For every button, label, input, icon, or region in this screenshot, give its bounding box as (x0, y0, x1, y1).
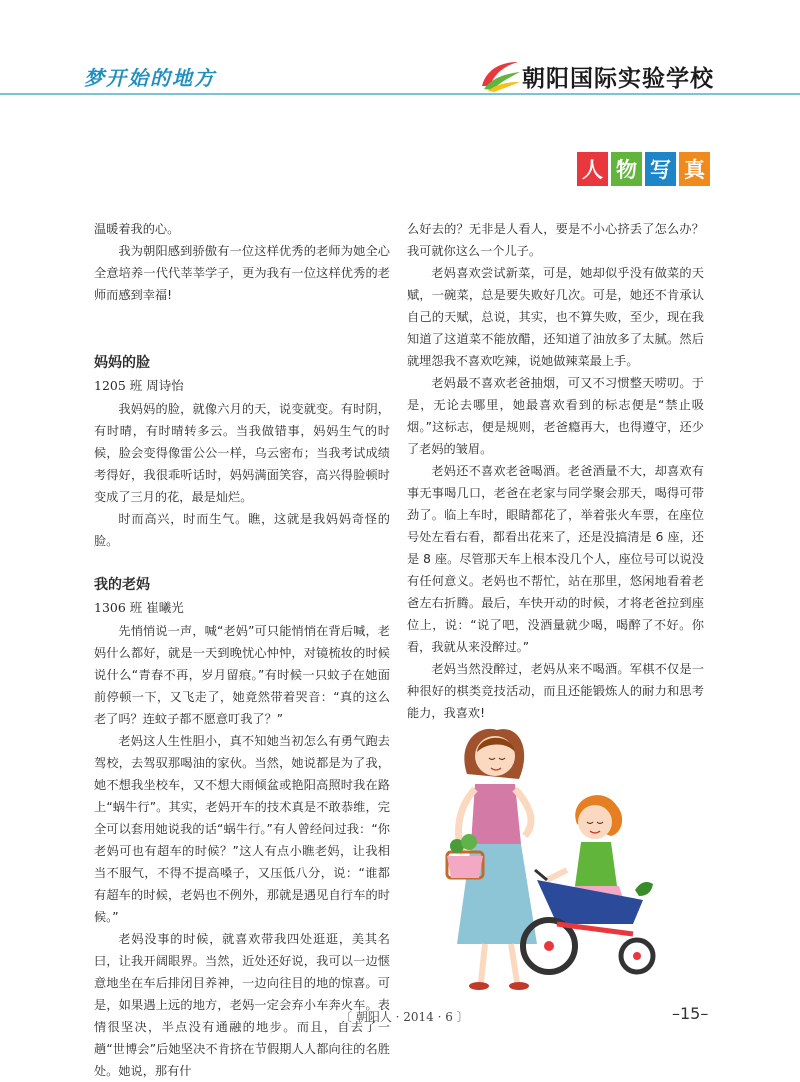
article-2-title: 我的老妈 (94, 577, 150, 593)
section-tag-char-3: 写 (645, 152, 676, 186)
article-1-title: 妈妈的脸 (94, 355, 150, 371)
article-2-author: 1306 班 崔曦光 (94, 600, 184, 615)
page-footer (0, 1002, 800, 1042)
article-1-paragraph-2: 时而高兴，时而生气。瞧，这就是我妈妈奇怪的脸。 (94, 512, 390, 548)
section-tag-char-1: 人 (577, 152, 608, 186)
illustration-image (407, 694, 705, 1012)
right-paragraph-2: 老妈喜欢尝试新菜，可是，她却似乎没有做菜的天赋，一碗菜，总是要失败好几次。可是，她还不肯承认自己的天赋，总说，其实，也不算失败，至少，现在我知道了这道菜不能放醋，还知道了油放多了太腻。然后就埋怨我不喜欢吃辣，说她做辣菜最上手。 (407, 266, 704, 368)
girl-on-tricycle (523, 795, 653, 972)
slogan: 梦开始的地方 (84, 66, 216, 90)
section-tag (577, 152, 710, 186)
section-tag-char-2: 物 (611, 152, 642, 186)
publication-info: 〔 朝阳人 · 2014 · 6 〕 (340, 1010, 469, 1024)
right-paragraph-5: 老妈当然没醉过，老妈从来不喝酒。军棋不仅是一种很好的棋类竞技活动，而且还能锻炼人的耐力和思考能力，我喜欢! (407, 662, 704, 720)
article-2-paragraph-1: 先悄悄说一声，喊“老妈”可只能悄悄在背后喊，老妈什么都好，就是一天到晚忧心忡忡，对镜梳妆的时候说什么“青春不再，岁月留痕。”有时候一只蚊子在她面前停顿一下，又飞走了，她竟然带着哭音：“真的这么老了吗？连蚊子都不愿意叮我了？” (94, 624, 390, 726)
article-1-author: 1205 班 周诗怡 (94, 378, 184, 393)
left-column (94, 218, 390, 1082)
page-header (0, 0, 800, 96)
intro-paragraph-2: 我为朝阳感到骄傲有一位这样优秀的老师为她全心全意培养一代代莘莘学子，更为我有一位这样优秀的老师而感到幸福! (94, 244, 390, 302)
right-paragraph-1: 么好去的？无非是人看人，要是不小心挤丢了怎么办？我可就你这么一个儿子。 (407, 222, 704, 258)
right-paragraph-3: 老妈最不喜欢老爸抽烟，可又不习惯整天唠叨。于是，无论去哪里，她最喜欢看到的标志便是“禁止吸烟。”这标志，便是规则，老爸瘾再大，也得遵守，还少了老妈的皱眉。 (407, 376, 704, 456)
page-number: –15– (672, 1004, 709, 1023)
article-1-paragraph-1: 我妈妈的脸，就像六月的天，说变就变。有时阴，有时晴，有时晴转多云。当我做错事，妈妈生气的时候，脸会变得像雷公公一样，乌云密布；当我考试成绩考得好，我很乖听话时，妈妈满面笑容，高兴得脸顿时变成了三月的花，最是灿烂。 (94, 402, 390, 504)
right-column (407, 218, 704, 724)
illustration-mother-and-daughter (407, 694, 705, 1012)
school-name: 朝阳国际实验学校 (522, 65, 714, 92)
school-logo (478, 56, 778, 92)
article-2-paragraph-2: 老妈这人生性胆小，真不知她当初怎么有勇气跑去驾校，去驾驭那喝油的家伙。当然，她说都是为了我，她不想我坐校车，又不想大雨倾盆或艳阳高照时我在路上“蜗牛行”。其实，老妈开车的技术真是不敢恭维，完全可以套用她说我的话“蜗牛行。”有人曾经问过我：“你老妈可也有超车的时候？”这人有点小瞧老妈，让我相当不服气，不得不提高嗓子，又压低八分，说：“谁都有超车的时候，老妈也不例外，那就是遇见自行车的时候。” (94, 734, 390, 924)
right-paragraph-4: 老妈还不喜欢老爸喝酒。老爸酒量不大，却喜欢有事无事喝几口，老爸在老家与同学聚会那天，喝得可带劲了。临上车时，眼睛都花了，举着张火车票，在座位号处左看右看，都看出花来了，还是没搞清是 6 座，还是 8 座。尽管那天车上根本没几个人，座位号可以说没有任何意义。老妈也不帮忙，站在那里，悠闲地看着老爸左右折腾。最后，车快开动的时候，才将老爸拉到座位上，说：“说了吧，没酒量就少喝，喝醉了不好。你看，我就从来没醉过。” (407, 464, 704, 654)
section-tag-char-4: 真 (679, 152, 710, 186)
header-divider (0, 93, 800, 95)
logo-swoosh-icon (478, 56, 522, 92)
article-2-paragraph-3: 老妈没事的时候，就喜欢带我四处逛逛，美其名曰，让我开阔眼界。当然，近处还好说，我可以一边惬意地坐在车后排闭目养神，一边向往目的地的惊喜。可是，如果遇上远的地方，老妈一定会弃小车奔火车。表情很坚决，半点没有通融的地步。而且，自去了一趟“世博会”后她坚决不肯挤在节假期人人都向往的名胜处。她说，那有什 (94, 932, 390, 1078)
intro-paragraph-1: 温暖着我的心。 (94, 222, 180, 236)
